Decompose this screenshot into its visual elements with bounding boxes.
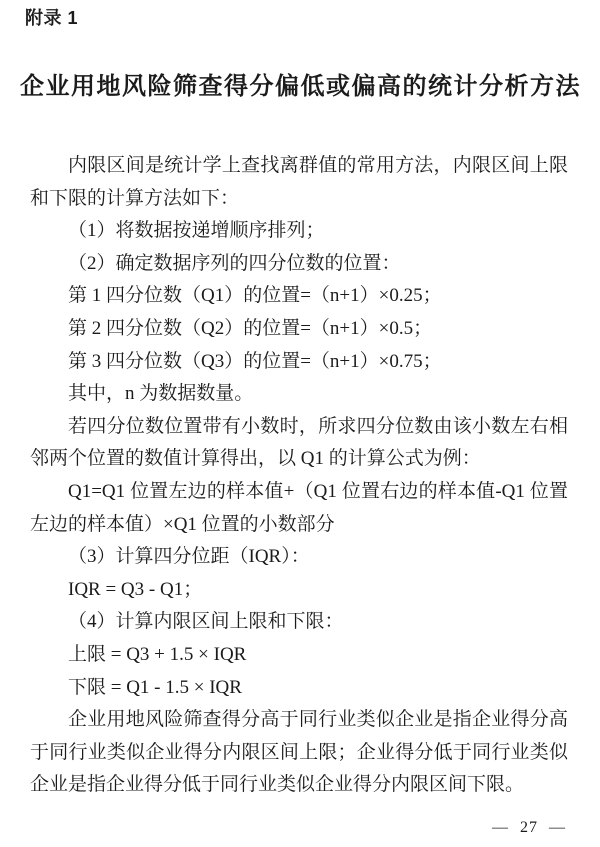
paragraph: 第 3 四分位数（Q3）的位置=（n+1）×0.75；: [68, 350, 442, 372]
paragraph: 第 1 四分位数（Q1）的位置=（n+1）×0.25；: [68, 285, 442, 307]
paragraph: （2）确定数据序列的四分位数的位置：: [68, 252, 401, 274]
paragraph: （1）将数据按递增顺序排列；: [68, 220, 325, 242]
appendix-label: 附录 1: [25, 8, 79, 28]
paragraph: 企业用地风险筛查得分高于同行业类似企业是指企业得分高于同行业类似企业得分内限区间上限；企业得分低于同行业类似企业是指企业得分低于同行业类似企业得分内限区间下限。: [30, 709, 568, 796]
page-number: — 27 —: [492, 819, 566, 836]
document-body: [30, 150, 568, 802]
paragraph: Q1=Q1 位置左边的样本值+（Q1 位置右边的样本值-Q1 位置左边的样本值）×Q1 位置的小数部分: [30, 480, 568, 535]
paragraph: 上限 = Q3 + 1.5 × IQR: [68, 643, 247, 665]
paragraph: 第 2 四分位数（Q2）的位置=（n+1）×0.5；: [68, 317, 433, 339]
paragraph: 内限区间是统计学上查找离群值的常用方法，内限区间上限和下限的计算方法如下：: [30, 155, 568, 209]
paragraph: 下限 = Q1 - 1.5 × IQR: [68, 676, 242, 698]
paragraph: 若四分位数位置带有小数时，所求四分位数由该小数左右相邻两个位置的数值计算得出，以 Q1 的计算公式为例：: [30, 415, 568, 470]
paragraph: （4）计算内限区间上限和下限：: [68, 611, 344, 633]
document-title: 企业用地风险筛查得分偏低或偏高的统计分析方法: [20, 73, 581, 100]
paragraph: 其中，n 为数据数量。: [68, 383, 254, 405]
paragraph: IQR = Q3 - Q1；: [68, 578, 203, 600]
paragraph: （3）计算四分位距（IQR）：: [68, 546, 310, 568]
